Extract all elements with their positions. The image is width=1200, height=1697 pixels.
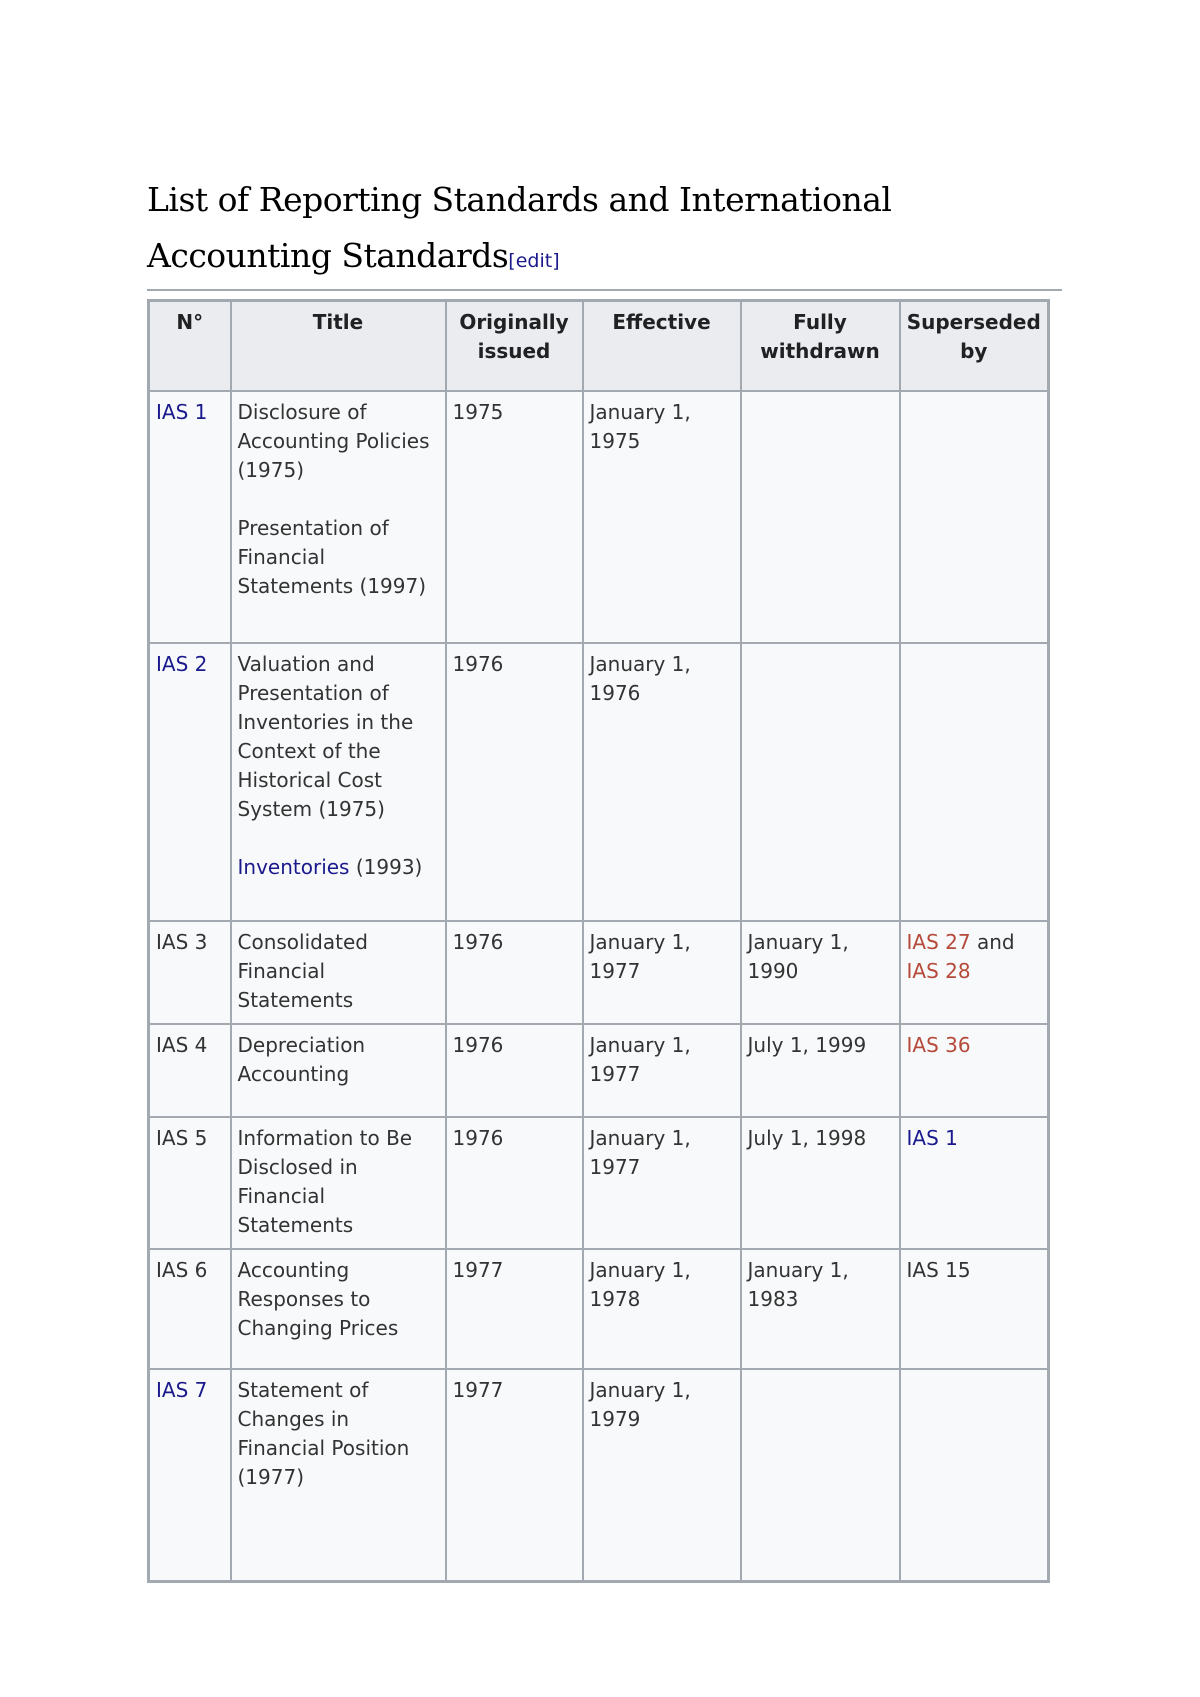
cell-withdrawn [741, 643, 900, 921]
ias-1-link[interactable]: IAS 1 [156, 400, 208, 424]
cell-issued: 1976 [446, 1024, 583, 1117]
title-text-revised [238, 853, 439, 882]
cell-effective: January 1, 1978 [583, 1249, 741, 1369]
cell-title: Accounting Responses to Changing Prices [231, 1249, 446, 1369]
cell-number: IAS 4 [149, 1024, 231, 1117]
ias-standards-table [147, 299, 1050, 1583]
title-text: Valuation and Presentation of Inventories in the Context of the Historical Cost System (1975) [237, 652, 414, 821]
cell-number [149, 1369, 231, 1582]
cell-title: Depreciation Accounting [231, 1024, 446, 1117]
cell-superseded-by [900, 1369, 1049, 1582]
table-row [149, 1024, 1049, 1117]
heading-underline [147, 289, 1062, 291]
cell-withdrawn: January 1, 1990 [741, 921, 900, 1024]
header-fully-withdrawn: Fully withdrawn [741, 301, 900, 392]
cell-superseded-by [900, 1024, 1049, 1117]
cell-number [149, 391, 231, 643]
header-superseded-by: Superseded by [900, 301, 1049, 392]
cell-effective: January 1, 1977 [583, 1024, 741, 1117]
table-row [149, 921, 1049, 1024]
ias-28-link[interactable]: IAS 28 [906, 959, 971, 983]
cell-effective: January 1, 1976 [583, 643, 741, 921]
ias-1-superseded-link[interactable]: IAS 1 [906, 1126, 958, 1150]
cell-issued: 1976 [446, 1117, 583, 1249]
superseded-join: and [970, 930, 1015, 954]
cell-issued: 1977 [446, 1369, 583, 1582]
cell-withdrawn [741, 1369, 900, 1582]
cell-superseded-by [900, 391, 1049, 643]
cell-effective: January 1, 1975 [583, 391, 741, 643]
cell-withdrawn: July 1, 1999 [741, 1024, 900, 1117]
inventories-link[interactable]: Inventories [237, 855, 350, 879]
cell-effective: January 1, 1977 [583, 1117, 741, 1249]
section-heading [147, 172, 1062, 289]
ias-36-link[interactable]: IAS 36 [906, 1033, 971, 1057]
cell-effective: January 1, 1977 [583, 921, 741, 1024]
title-text: Disclosure of Accounting Policies (1975) [237, 400, 430, 482]
cell-number: IAS 6 [149, 1249, 231, 1369]
cell-withdrawn [741, 391, 900, 643]
edit-section: [edit] [508, 250, 560, 272]
cell-superseded-by [900, 921, 1049, 1024]
section-title: List of Reporting Standards and International Accounting Standards [147, 180, 892, 275]
edit-link[interactable]: edit [515, 250, 553, 272]
table-row [149, 643, 1049, 921]
cell-issued: 1975 [446, 391, 583, 643]
table-row [149, 1249, 1049, 1369]
ias-2-link[interactable]: IAS 2 [156, 652, 208, 676]
cell-effective: January 1, 1979 [583, 1369, 741, 1582]
cell-number: IAS 3 [149, 921, 231, 1024]
cell-title: Statement of Changes in Financial Position (1977) [231, 1369, 446, 1582]
cell-withdrawn: July 1, 1998 [741, 1117, 900, 1249]
ias-27-link[interactable]: IAS 27 [906, 930, 971, 954]
table-row [149, 391, 1049, 643]
cell-title: Information to Be Disclosed in Financial Statements [231, 1117, 446, 1249]
cell-issued: 1976 [446, 921, 583, 1024]
title-year: (1993) [349, 855, 423, 879]
title-text-revised: Presentation of Financial Statements (1997) [237, 516, 427, 598]
cell-issued: 1977 [446, 1249, 583, 1369]
cell-superseded-by: IAS 15 [900, 1249, 1049, 1369]
cell-issued: 1976 [446, 643, 583, 921]
cell-title [231, 391, 446, 643]
header-effective: Effective [583, 301, 741, 392]
cell-superseded-by [900, 1117, 1049, 1249]
cell-withdrawn: January 1, 1983 [741, 1249, 900, 1369]
cell-number: IAS 5 [149, 1117, 231, 1249]
cell-superseded-by [900, 643, 1049, 921]
cell-number [149, 643, 231, 921]
header-number: N° [149, 301, 231, 392]
header-title: Title [231, 301, 446, 392]
cell-title [231, 643, 446, 921]
cell-title: Consolidated Financial Statements [231, 921, 446, 1024]
table-row [149, 1369, 1049, 1582]
table-header-row [149, 301, 1049, 392]
ias-7-link[interactable]: IAS 7 [156, 1378, 208, 1402]
header-originally-issued: Originally issued [446, 301, 583, 392]
table-row [149, 1117, 1049, 1249]
